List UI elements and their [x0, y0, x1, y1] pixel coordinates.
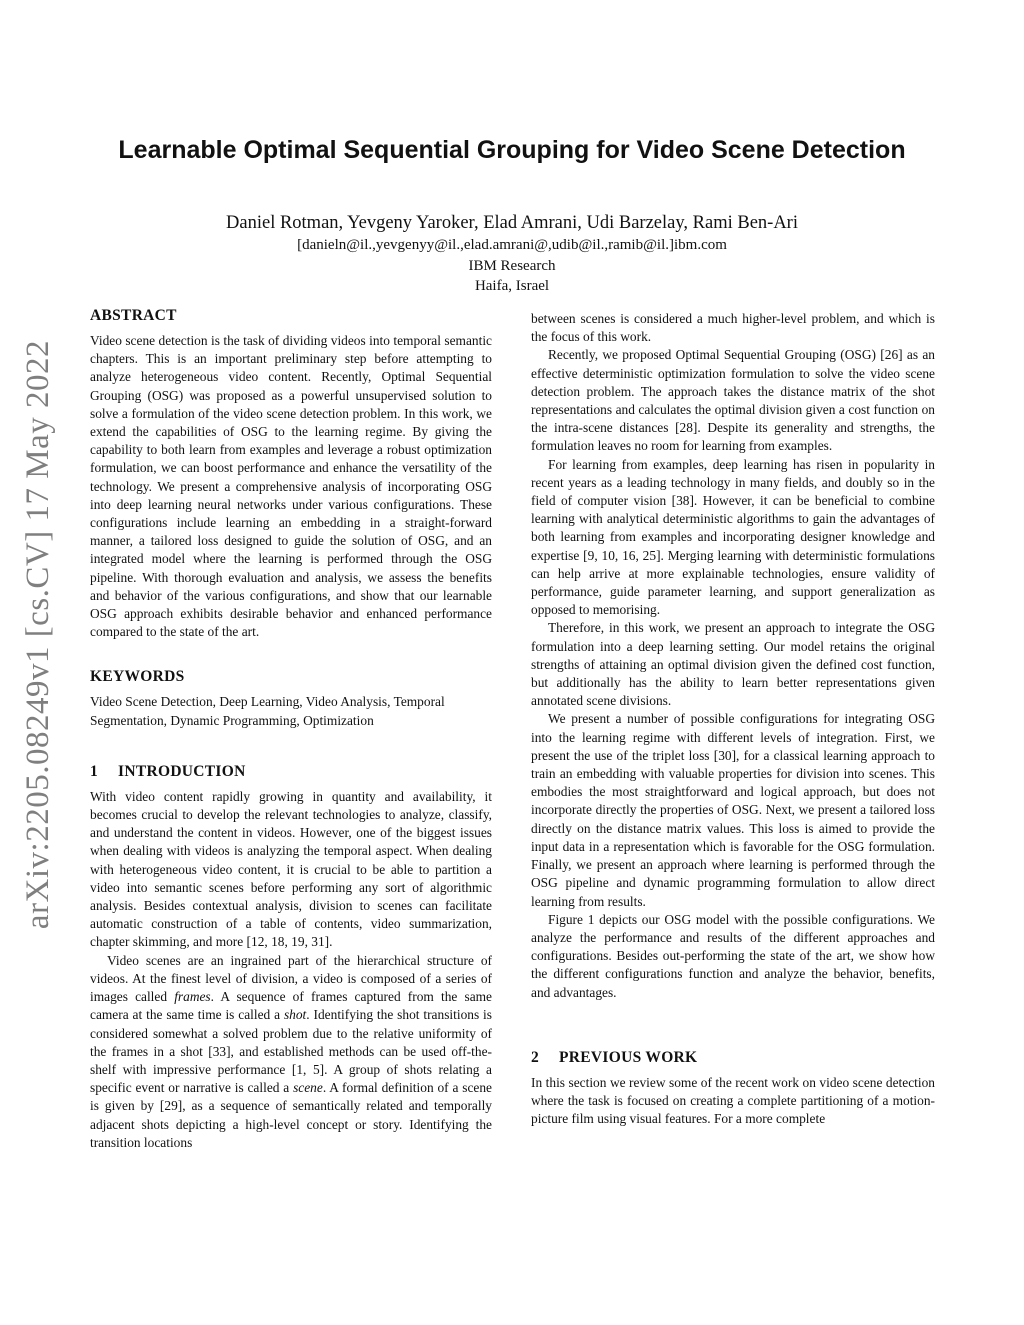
term-shot: shot — [283, 1007, 307, 1023]
intro-paragraph-1: With video content rapidly growing in quantity and availability, it becomes crucial to develop the relevant technologies to analyze, classify, and understand the content in videos. However, one of the biggest issues when dealing with videos is analyzing the temporal aspect. When dealing with heterogeneous video content, it is crucial to be able to partition a video into semantic scenes before performing any sort of algorithmic analysis. Besides contextual analysis, division to scenes can facilitate automatic construction of a table of contents, video summarization, chapter skimming, and more [12, 18, 19, 31]. — [90, 788, 492, 950]
keywords-heading: KEYWORDS — [90, 668, 185, 686]
previous-section-title: PREVIOUS WORK — [559, 1048, 698, 1066]
intro-paragraph-4: Recently, we proposed Optimal Sequential Grouping (OSG) [26] as an effective deterministic optimization formulation to solve the video scene detection problem. The approach takes the distance matrix of the shot representations and calculates the optimal division given a cost function on the intra-scene distances [28]. Despite its generality and strengths, the formulation leaves no room for learning from examples. — [531, 347, 935, 454]
author-list: Daniel Rotman, Yevgeny Yaroker, Elad Amrani, Udi Barzelay, Rami Ben-Ari — [226, 213, 798, 233]
intro-section-number: 1 — [90, 762, 99, 780]
author-emails: [danieln@il.,yevgenyy@il.,elad.amrani@,udib@il.,ramib@il.]ibm.com — [297, 237, 727, 253]
intro-paragraph-7: We present a number of possible configurations for integrating OSG into the learning regime with different levels of integration. First, we present the use of the triplet loss [30], for a classical learning approach to train an embedding with valuable properties for division into scenes. This embodies the most straightforward and logical approach, but does not incorporate directly the properties of OSG. Next, we present a tailored loss directly on the distance matrix values. This loss is aimed to provide the input data in a representation which is favorable for the OSG formulation. Finally, we present an approach where learning is performed through the OSG pipeline and dynamic programming formulation to allow direct learning from results. — [531, 711, 935, 909]
intro-paragraph-8: Figure 1 depicts our OSG model with the possible configurations. We analyze the performance and results of the different approaches and configurations. Besides out-performing the state of the art, we show how the different configurations function and analyze the behavior, benefits, and advantages. — [531, 911, 935, 1000]
intro-p2-part-c: . Identifying the shot transitions is considered somewhat a solved problem due to the relative uniformity of the frames in a shot [33], and established methods can be used off-the-shelf with impressive performance [1, 5]. A group of shots relating a specific event or narrative is called a — [90, 1007, 492, 1096]
intro-p2-part-a: Video scenes are an ingrained part of the hierarchical structure of videos. At the finest level of division, a video is composed of a series of images called — [90, 952, 492, 1005]
intro-paragraph-3: between scenes is considered a much higher-level problem, and which is the focus of this work. — [531, 311, 935, 345]
intro-heading — [90, 762, 492, 782]
left-column — [90, 306, 492, 1152]
intro-paragraph-2 — [90, 952, 492, 1152]
term-frames: frames — [174, 989, 211, 1005]
previous-paragraph-1: In this section we review some of the recent work on video scene detection where the task is focused on creating a complete partitioning of a motion-picture film using visual features. For a more complete — [531, 1074, 935, 1127]
term-scene: scene — [293, 1080, 323, 1096]
previous-work-heading — [531, 1048, 935, 1068]
intro-p2-part-d: . A formal definition of a scene is given by [29], as a sequence of semantically related and temporally adjacent shots depicting a high-level concept or story. Identifying the transition locations — [90, 1080, 492, 1150]
abstract-heading: ABSTRACT — [90, 307, 177, 324]
arxiv-identifier: arXiv:2205.08249v1 [cs.CV] 17 May 2022 — [20, 340, 56, 930]
right-column — [531, 310, 935, 1128]
intro-p2-part-b: . A sequence of frames captured from the same camera at the same time is called a — [90, 989, 492, 1023]
abstract-text: Video scene detection is the task of dividing videos into temporal semantic chapters. This is an important preliminary step before attempting to analyze heterogeneous video content. Recently, Optimal Sequential Grouping (OSG) was proposed as a powerful unsupervised solution to solve a formulation of the video scene detection problem. In this work, we extend the capabilities of OSG to the learning regime. By giving the capability to both learn from examples and leverage a robust optimization formulation, we can boost performance and enhance the versatility of the technology. We present a comprehensive analysis of incorporating OSG into deep learning neural networks under various configurations. These configurations include learning an embedding in a straight-forward manner, a tailored loss designed to guide the solution of OSG, and an integrated model where the learning is performed through the OSG pipeline. With thorough evaluation and analysis, we assess the benefits and behavior of the various configurations, and show that our learnable OSG approach exhibits desirable behavior and enhanced performance compared to the state of the art. — [90, 333, 492, 640]
intro-paragraph-5: For learning from examples, deep learning has risen in popularity in recent years as a leading technology in many fields, and doubly so in the field of computer vision [38]. However, it can be beneficial to combine learning with analytical deterministic algorithms to gain the advantages of both learning from examples and incorporating designer knowledge and expertise [9, 10, 16, 25]. Merging learning with deterministic formulations can help arrive at more explainable technologies, ensure validity of performance, guide parameter learning, and support generalization as opposed to memorising. — [531, 456, 935, 618]
previous-section-number: 2 — [531, 1048, 540, 1066]
institution: IBM Research — [468, 258, 556, 274]
intro-paragraph-6: Therefore, in this work, we present an approach to integrate the OSG formulation into a deep learning setting. Our model retains the original strengths of attaining an optimal division given the defined cost function, but additionally has the ability to learn better representations given annotated scene divisions. — [531, 620, 935, 709]
paper-title: Learnable Optimal Sequential Grouping for Video Scene Detection — [118, 136, 906, 164]
keywords-text: Video Scene Detection, Deep Learning, Video Analysis, Temporal Segmentation, Dynamic Programming, Optimization — [90, 694, 445, 728]
intro-section-title: INTRODUCTION — [118, 762, 246, 780]
location: Haifa, Israel — [474, 278, 550, 294]
